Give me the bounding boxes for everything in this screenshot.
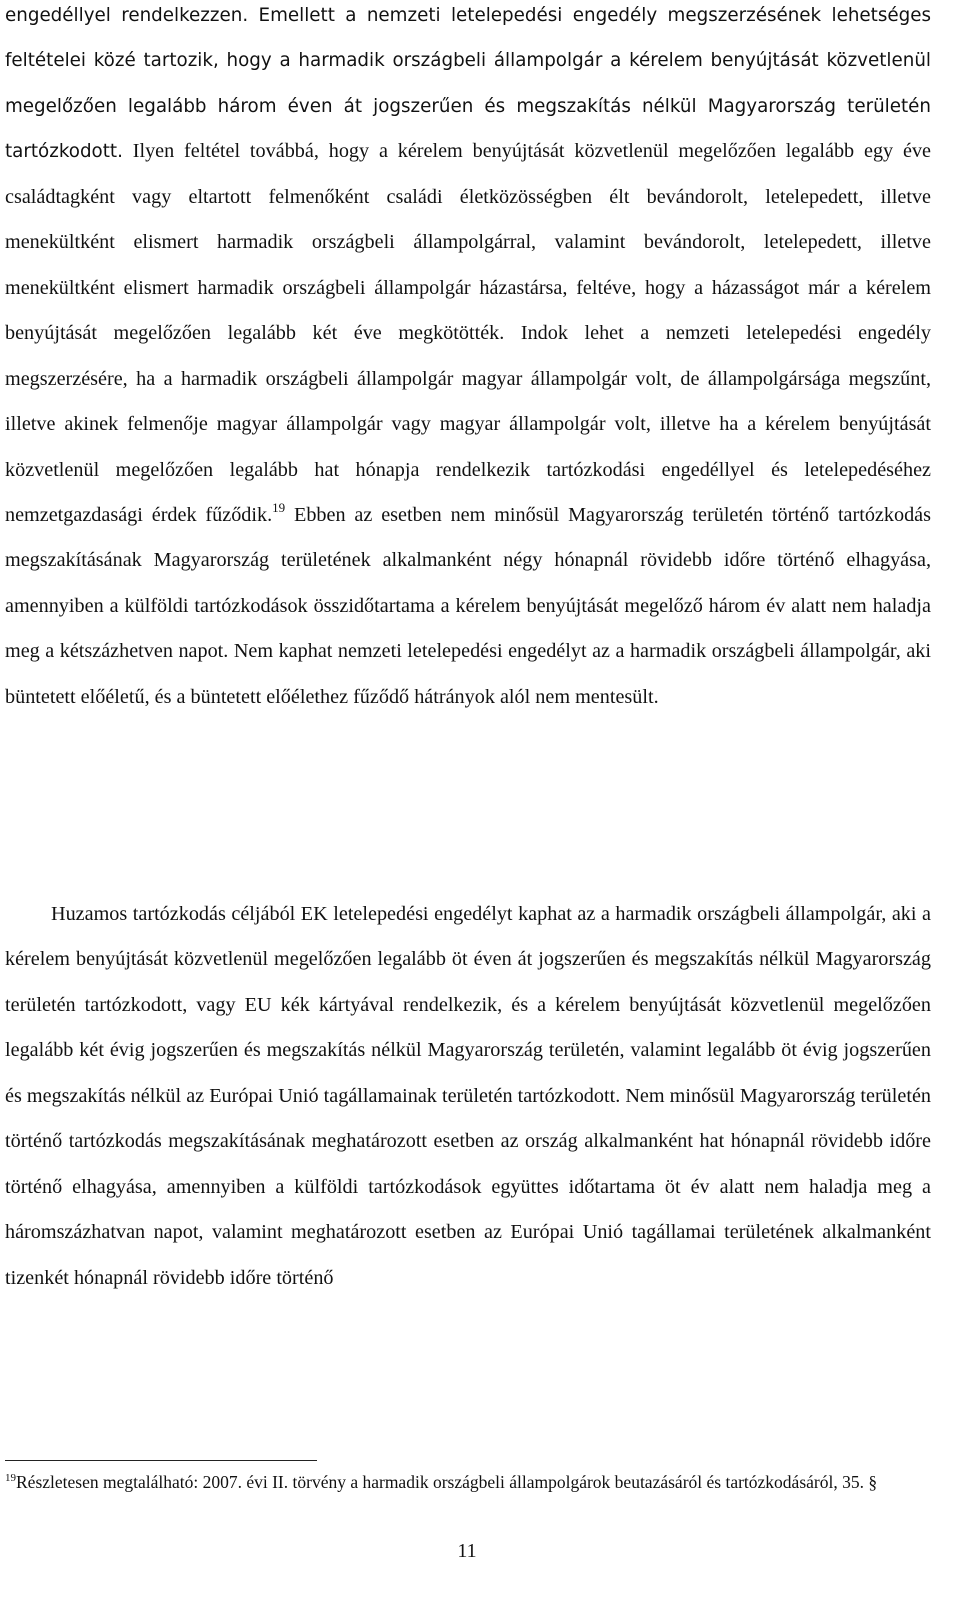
page-number: 11 bbox=[457, 1540, 477, 1562]
footnote-separator bbox=[5, 1460, 317, 1461]
body-paragraph-2: Huzamos tartózkodás céljából EK letelepedési engedélyt kaphat az a harmadik országbeli állampolgár, aki a kérelem benyújtását közvetlenül megelőzően legalább öt éven át jogszerűen és megszakítás nélkül Magyarország területén tartózkodott, vagy EU kék kártyával rendelkezik, és a kérelem benyújtását közvetlenül megelőzően legalább két évig jogszerűen és megszakítás nélkül Magyarország területén, valamint legalább öt évig jogszerűen és megszakítás nélkül az Európai Unió tagállamainak területén tartózkodott. Nem minősül Magyarország területén történő tartózkodás megszakításának meghatározott esetben az ország alkalmanként hat hónapnál rövidebb időre történő elhagyása, amennyiben a külföldi tartózkodások együttes időtartama öt év alatt nem haladja meg a háromszázhatvan napot, valamint meghatározott esetben az Európai Unió tagállamai területének alkalmanként tizenkét hónapnál rövidebb időre történő bbox=[5, 903, 931, 1289]
body-paragraph-1 bbox=[5, 0, 931, 720]
footnote-reference: 19 bbox=[272, 499, 286, 515]
paragraph-1-continuation: Ebben az esetben nem minősül Magyarország területén történő tartózkodás megszakításának Magyarország területének alkalmanként négy hónapnál rövidebb időre történő elhagyása, amennyiben a külföldi tartózkodások összidőtartama a kérelem benyújtását megelőző három év alatt nem haladja meg a kétszázhetven napot. Nem kaphat nemzeti letelepedési engedélyt az a harmadik országbeli állampolgár, aki büntetett előéletű, és a büntetett előélethez fűződő hátrányok alól nem mentesült. bbox=[5, 503, 931, 708]
paragraph-1-text: Ilyen feltétel továbbá, hogy a kérelem benyújtását közvetlenül megelőzően legalább egy éve családtagként vagy eltartott felmenőként családi életközösségben élt bevándorolt, letelepedett, illetve menekültként elismert harmadik országbeli állampolgárral, valamint bevándorolt, letelepedett, illetve menekültként elismert harmadik országbeli állampolgár házastársa, feltéve, hogy a házasságot már a kérelem benyújtását megelőzően legalább két éve megkötötték. Indok lehet a nemzeti letelepedési engedély megszerzésére, ha a harmadik országbeli állampolgár magyar állampolgár volt, de állampolgársága megszűnt, illetve akinek felmenője magyar állampolgár vagy magyar állampolgár volt, illetve ha a kérelem benyújtását közvetlenül megelőzően legalább hat hónapja rendelkezik tartózkodási engedéllyel és letelepedéséhez nemzetgazdasági érdek fűződik. bbox=[5, 140, 931, 526]
footnote-number: 19 bbox=[5, 1472, 16, 1484]
footnote-text: Részletesen megtalálható: 2007. évi II. törvény a harmadik országbeli állampolgárok beutazásáról és tartózkodásáról, 35. § bbox=[16, 1472, 878, 1492]
footnote bbox=[5, 1470, 935, 1494]
paragraph-1-sans-text: engedéllyel rendelkezzen. Emellett a nemzeti letelepedési engedély megszerzésének lehetséges feltételei közé tartozik, hogy a harmadik országbeli állampolgár a kérelem benyújtását közvetlenül megelőzően legalább három éven át jogszerűen és megszakítás nélkül Magyarország területén tartózkodott. bbox=[5, 5, 931, 163]
